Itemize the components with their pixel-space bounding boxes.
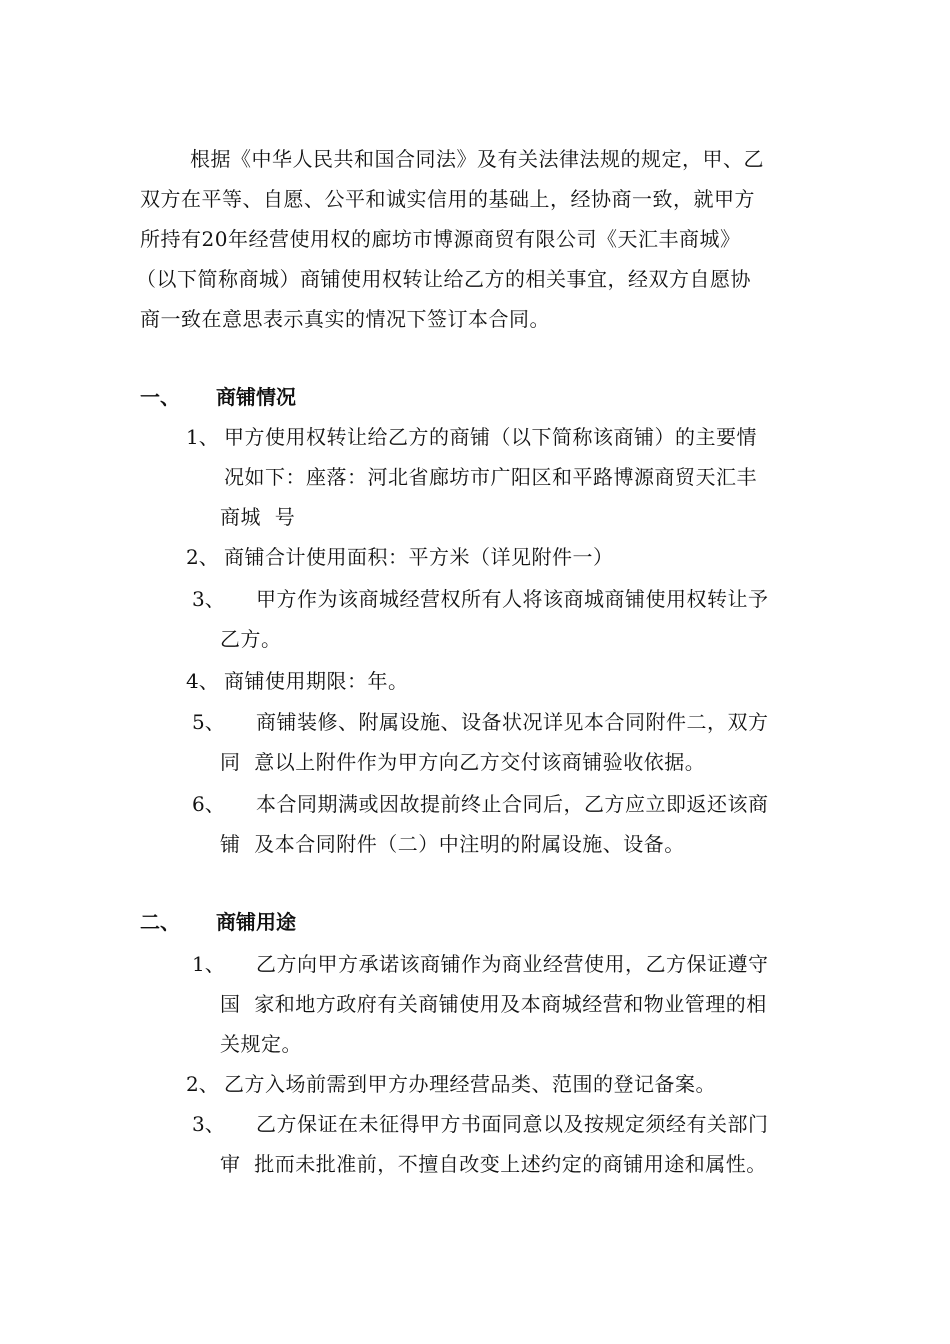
- item-line: 乙方入场前需到甲方办理经营品类、范围的登记备案。: [224, 1072, 716, 1096]
- item-line: 商铺合计使用面积：平方米（详见附件一）: [224, 545, 614, 569]
- item-line: 乙方。: [220, 627, 282, 651]
- item-line: 商铺装修、附属设施、设备状况详见本合同附件二，双方: [256, 710, 769, 734]
- item-line: 乙方保证在未征得甲方书面同意以及按规定须经有关部门: [256, 1112, 769, 1136]
- section-2-title: 商铺用途: [216, 910, 296, 934]
- section-2-number: 二、: [140, 910, 180, 934]
- item-line: 同 意以上附件作为甲方向乙方交付该商铺验收依据。: [220, 750, 706, 774]
- item-number: 2、: [186, 545, 219, 569]
- intro-line: 根据《中华人民共和国合同法》及有关法律法规的规定，甲、乙: [190, 147, 764, 171]
- item-line: 国 家和地方政府有关商铺使用及本商城经营和物业管理的相: [220, 992, 767, 1016]
- intro-line: 商一致在意思表示真实的情况下签订本合同。: [140, 307, 550, 331]
- item-number: 5、: [192, 710, 225, 734]
- item-line: 甲方作为该商城经营权所有人将该商城商铺使用权转让予: [256, 587, 769, 611]
- item-line: 商铺使用期限：年。: [224, 669, 409, 693]
- item-number: 6、: [192, 792, 225, 816]
- item-number: 3、: [192, 587, 225, 611]
- item-line: 本合同期满或因故提前终止合同后，乙方应立即返还该商: [256, 792, 769, 816]
- item-line: 况如下：座落：河北省廊坊市广阳区和平路博源商贸天汇丰: [224, 465, 757, 489]
- item-number: 3、: [192, 1112, 225, 1136]
- item-number: 1、: [186, 425, 219, 449]
- section-1-number: 一、: [140, 385, 180, 409]
- item-line: 甲方使用权转让给乙方的商铺（以下简称该商铺）的主要情: [224, 425, 757, 449]
- item-number: 1、: [192, 952, 225, 976]
- intro-line: （以下简称商城）商铺使用权转让给乙方的相关事宜，经双方自愿协: [136, 267, 751, 291]
- intro-line: 所持有20年经营使用权的廊坊市博源商贸有限公司《天汇丰商城》: [140, 227, 741, 251]
- item-line: 审 批而未批准前，不擅自改变上述约定的商铺用途和属性。: [220, 1152, 767, 1176]
- item-number: 4、: [186, 669, 219, 693]
- intro-line: 双方在平等、自愿、公平和诚实信用的基础上，经协商一致，就甲方: [140, 187, 755, 211]
- item-line: 乙方向甲方承诺该商铺作为商业经营使用，乙方保证遵守: [256, 952, 769, 976]
- item-number: 2、: [186, 1072, 219, 1096]
- item-line: 关规定。: [220, 1032, 302, 1056]
- section-1-title: 商铺情况: [216, 385, 296, 409]
- item-line: 铺 及本合同附件（二）中注明的附属设施、设备。: [220, 832, 685, 856]
- item-line: 商城 号: [220, 505, 296, 529]
